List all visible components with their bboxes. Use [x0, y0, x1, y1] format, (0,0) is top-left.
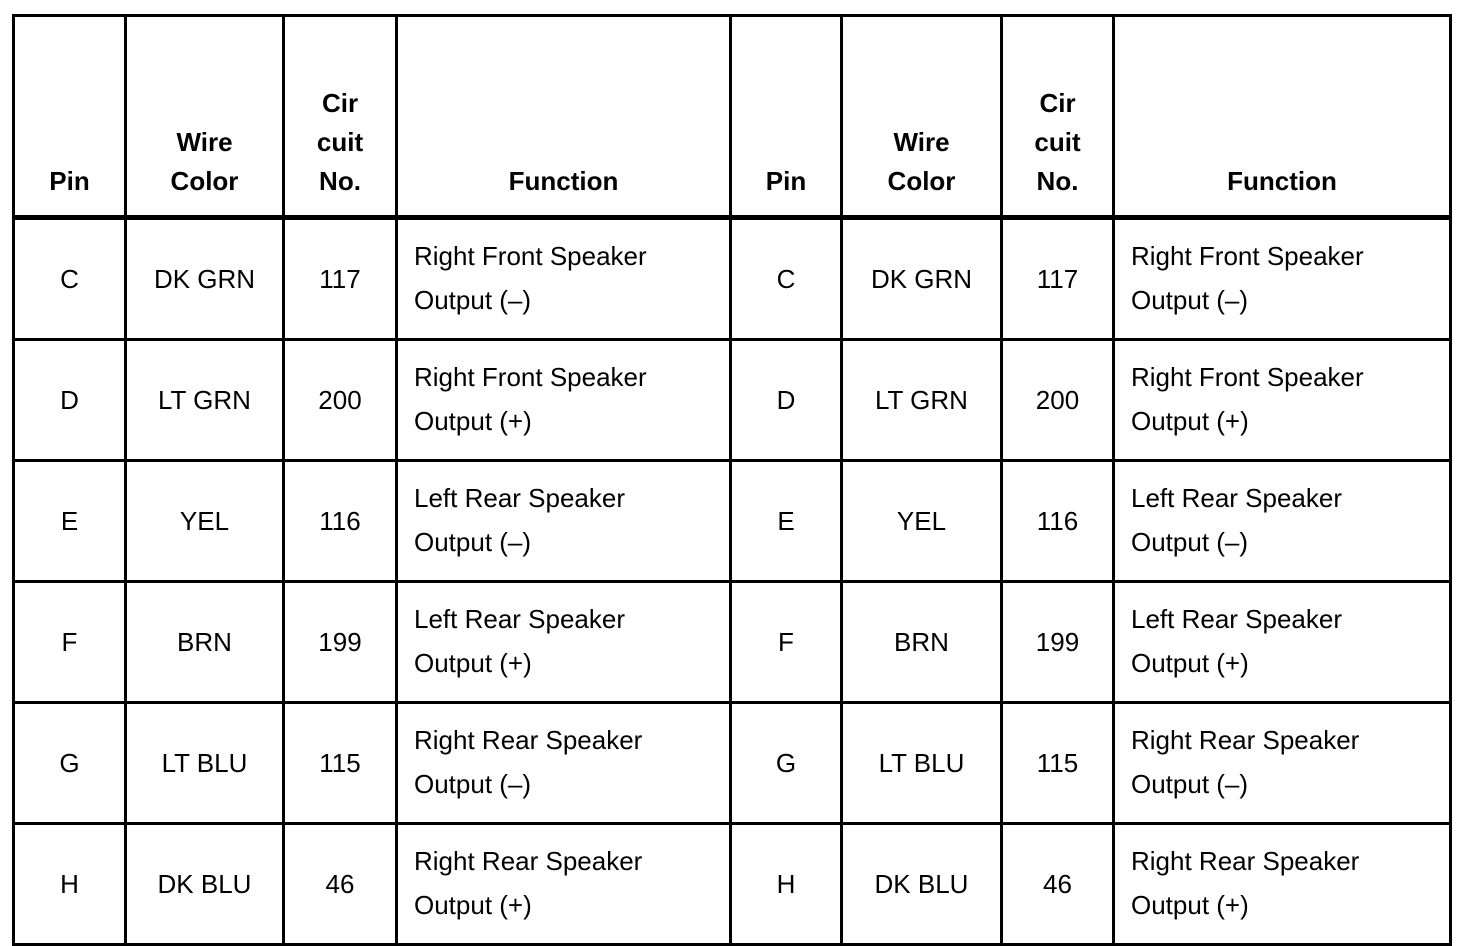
- table-row: [14, 824, 1451, 945]
- function-cell-line: Output (+): [1131, 890, 1249, 920]
- pin-cell: F: [14, 582, 126, 703]
- function-cell-line: Right Front Speaker: [414, 241, 647, 271]
- function-cell: [1114, 824, 1451, 945]
- function-cell: [1114, 340, 1451, 461]
- wire-color-cell: LT BLU: [842, 703, 1002, 824]
- pin-cell: G: [14, 703, 126, 824]
- pin-cell: F: [731, 582, 842, 703]
- function-cell-line: Left Rear Speaker: [414, 604, 626, 634]
- function-cell-line: Right Rear Speaker: [414, 725, 643, 755]
- wire-color-cell: BRN: [126, 582, 284, 703]
- function-cell: [1114, 703, 1451, 824]
- function-cell: [397, 582, 731, 703]
- header-pin: Pin: [14, 16, 126, 218]
- circuit-cell: 199: [284, 582, 397, 703]
- function-cell: [397, 461, 731, 582]
- wire-color-cell: DK GRN: [126, 218, 284, 340]
- function-cell: [397, 703, 731, 824]
- function-cell-line: Output (–): [1131, 769, 1249, 799]
- function-cell-line: Output (+): [414, 406, 532, 436]
- function-cell-line: Output (–): [414, 285, 532, 315]
- table-row: [14, 340, 1451, 461]
- pin-cell: H: [14, 824, 126, 945]
- function-cell-line: Output (+): [414, 890, 532, 920]
- pin-cell: H: [731, 824, 842, 945]
- function-cell-line: Output (–): [1131, 285, 1249, 315]
- function-cell: [397, 218, 731, 340]
- function-cell: [397, 824, 731, 945]
- pin-cell: D: [731, 340, 842, 461]
- wire-color-cell: BRN: [842, 582, 1002, 703]
- header-row: [14, 16, 1451, 218]
- circuit-cell: 116: [284, 461, 397, 582]
- table-row: [14, 461, 1451, 582]
- wire-color-cell: LT GRN: [126, 340, 284, 461]
- wire-color-cell: DK BLU: [126, 824, 284, 945]
- wire-color-cell: YEL: [842, 461, 1002, 582]
- wire-color-cell: LT GRN: [842, 340, 1002, 461]
- function-cell-line: Output (+): [1131, 648, 1249, 678]
- pin-cell: E: [731, 461, 842, 582]
- pin-cell: C: [14, 218, 126, 340]
- circuit-cell: 200: [284, 340, 397, 461]
- function-cell-line: Right Front Speaker: [1131, 241, 1364, 271]
- table-row: [14, 582, 1451, 703]
- header-circuit-no: Cir cuit No.: [1002, 16, 1114, 218]
- pin-cell: C: [731, 218, 842, 340]
- circuit-cell: 117: [284, 218, 397, 340]
- function-cell-line: Output (–): [414, 769, 532, 799]
- pin-cell: D: [14, 340, 126, 461]
- header-wire-color: Wire Color: [126, 16, 284, 218]
- circuit-cell: 46: [284, 824, 397, 945]
- header-circuit-no: Cir cuit No.: [284, 16, 397, 218]
- wire-color-cell: DK BLU: [842, 824, 1002, 945]
- function-cell-line: Right Rear Speaker: [1131, 846, 1360, 876]
- circuit-cell: 116: [1002, 461, 1114, 582]
- function-cell: [1114, 461, 1451, 582]
- circuit-cell: 115: [284, 703, 397, 824]
- function-cell-line: Right Front Speaker: [414, 362, 647, 392]
- circuit-cell: 199: [1002, 582, 1114, 703]
- header-function: Function: [1114, 16, 1451, 218]
- function-cell: [1114, 582, 1451, 703]
- table-row: [14, 703, 1451, 824]
- header-wire-color: Wire Color: [842, 16, 1002, 218]
- table-body: [14, 218, 1451, 945]
- function-cell-line: Right Rear Speaker: [1131, 725, 1360, 755]
- header-function: Function: [397, 16, 731, 218]
- table-row: [14, 218, 1451, 340]
- function-cell-line: Left Rear Speaker: [414, 483, 626, 513]
- function-cell-line: Output (–): [414, 527, 532, 557]
- function-cell-line: Output (+): [414, 648, 532, 678]
- wire-color-cell: DK GRN: [842, 218, 1002, 340]
- pin-cell: E: [14, 461, 126, 582]
- circuit-cell: 117: [1002, 218, 1114, 340]
- pin-function-table: [12, 14, 1452, 946]
- pin-cell: G: [731, 703, 842, 824]
- function-cell-line: Output (–): [1131, 527, 1249, 557]
- function-cell-line: Right Front Speaker: [1131, 362, 1364, 392]
- function-cell: [1114, 218, 1451, 340]
- header-pin: Pin: [731, 16, 842, 218]
- function-cell: [397, 340, 731, 461]
- circuit-cell: 200: [1002, 340, 1114, 461]
- function-cell-line: Left Rear Speaker: [1131, 604, 1343, 634]
- wire-color-cell: YEL: [126, 461, 284, 582]
- function-cell-line: Left Rear Speaker: [1131, 483, 1343, 513]
- function-cell-line: Output (+): [1131, 406, 1249, 436]
- function-cell-line: Right Rear Speaker: [414, 846, 643, 876]
- circuit-cell: 46: [1002, 824, 1114, 945]
- wire-color-cell: LT BLU: [126, 703, 284, 824]
- circuit-cell: 115: [1002, 703, 1114, 824]
